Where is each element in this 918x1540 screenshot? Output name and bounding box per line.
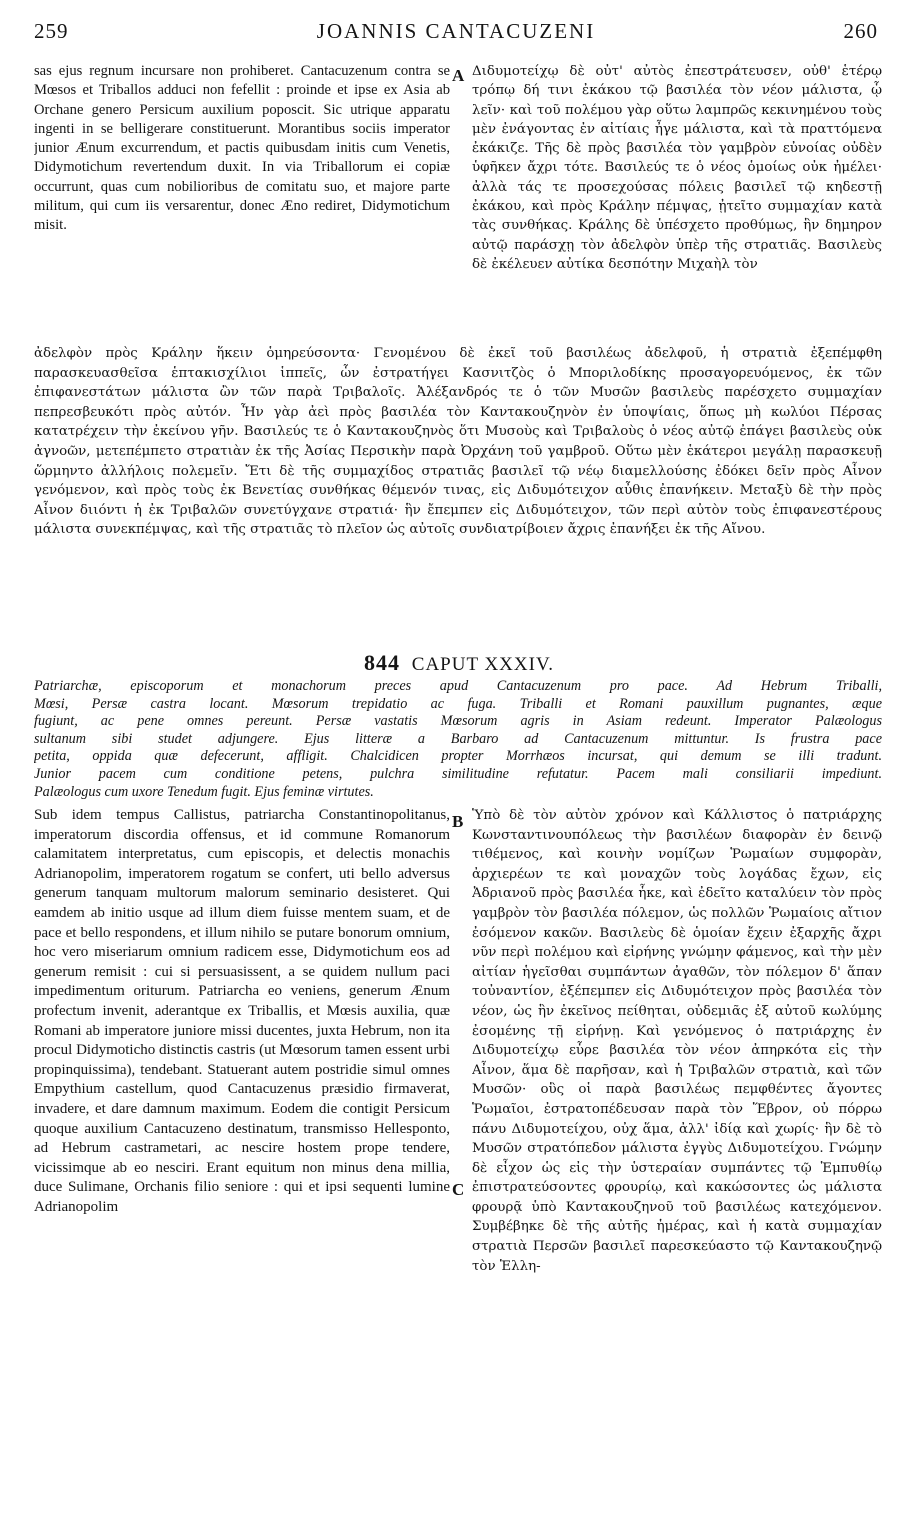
left-page-number: 259 bbox=[34, 18, 69, 43]
summary-line: fugiunt, ac pene omnes pereunt. Persæ vastatis Mœsorum agris in Asiam redeunt. Imperator Palæologus bbox=[34, 713, 882, 730]
right-page-number: 260 bbox=[843, 18, 878, 43]
chapter-heading bbox=[0, 650, 918, 676]
section-marker-c: C bbox=[452, 1180, 465, 1199]
summary-line: Junior pacem cum conditione petens, pulchra similitudine refutatur. Pacem mali consiliarii impediunt. bbox=[34, 765, 882, 782]
chapter-number: 844 bbox=[364, 650, 401, 675]
summary-line: petita, oppida quæ defecerunt, affligit. Chalcidicen propter Morrhæos incursat, qui demum se illi tradunt. bbox=[34, 748, 882, 765]
summary-line: Palæologus cum uxore Tenedum fugit. Ejus feminæ virtutes. bbox=[34, 783, 374, 800]
chapter-label: CAPUT XXXIV. bbox=[411, 654, 554, 675]
section-marker-a: A bbox=[452, 66, 465, 85]
greek-column-top: Διδυμοτείχῳ δὲ οὐτ' αὐτὸς ἐπεστράτευσεν, οὐθ' ἑτέρῳ τρόπῳ δή τινι ἐκάκου τῷ βασιλέα τὸν νέον μάλιστα, ᾧ λεῖν· καὶ τοῦ πολέμου γὰρ οὕτω λαμπρῶς κεκινημένου τοὺς μὲν ἐνάγοντας ἐν αἰτίαις ἦγε μάλιστα, καὶ τὰ πραττόμενα ἐκάκιζε. Τῆς δὲ πρὸς βασιλέα τὸν γαμβρὸν εὐνοίας οὐδὲν ὑφῆκεν ἄχρι τότε. Βασιλεύς τε ὁ νέος ὁμοίως οὐκ ἠμέλει· ἀλλὰ τάς τε προσεχούσας πόλεις βασιλεῖ τῷ κηδεστῇ ἐκάκου, καὶ πρὸς Κράλην πέμψας, ᾐτεῖτο συμμαχίαν κατὰ τὰς συνθήκας. Κράλης δὲ ὑπέσχετο προθύμως, ἣν δημηρον αὐτῷ παράσχῃ τὸν ἀδελφὸν ὑπὲρ τῆς στρατιᾶς. Βασιλεὺς δὲ ἐκέλευεν αὐτίκα δεσπότην Μιχαὴλ τὸν bbox=[472, 64, 882, 272]
summary-line: Patriarchæ, episcoporum et monachorum preces apud Cantacuzenum pro pace. Ad Hebrum Triballi, bbox=[34, 678, 882, 694]
greek-column-bottom: Ὑπὸ δὲ τὸν αὐτὸν χρόνον καὶ Κάλλιστος ὁ πατριάρχης Κωνσταντινουπόλεως τὴν βασιλέων διαφορὰν ἐν δεινῷ τιθέμενος, καὶ κοινὴν νομίζων Ῥωμαίων συμφορὰν, ἀρχιερέων τε καὶ μοναχῶν τοὺς λογάδας ἔχων, εἰς Ἀδριανοῦ πρὸς βασιλέα ἧκε, καὶ ἐδεῖτο καταλύειν τὸν πρὸς γαμβρὸν τὸν βασιλέα πόλεμον, ὡς πολλῶν Ῥωμαίοις αἴτιον ἐσόμενον κακῶν. Βασιλεὺς δὲ ὁμοίαν ἔχειν ἐξαρχῆς ἄχρι νῦν περὶ πολέμου καὶ εἰρήνης γνώμην φάμενος, καὶ τὴν μὲν αἰτίαν ἡγεῖσθαι συμπάντων ἀγαθῶν, τὸν πόλεμον δ' ἅπαν τοὐναντίον, ἐξέπεμπεν εἰς Διδυμότειχον πρὸς βασιλέα τὸν νέον, ὡς ἣν ἐκεῖνος πείθηται, οὐδεμιᾶς ἐξ αὐτοῦ κωλύμης ἐσομένης τῇ εἰρήνῃ. Καὶ γενόμενος ὁ πατριάρχης ἐν Διδυμοτείχῳ εὗρε βασιλέα τὸν νέον ἀπηρκότα εἰς τὴν Αἶνον, ἅμα δὲ παρῆσαν, καὶ ἡ Τριβαλῶν στρατιὰ, καὶ τῶν Μυσῶν· οὓς οἱ παρὰ βασιλέως πεμφθέντες ἄγοντες Ῥωμαῖοι, ἐστρατοπέδευσαν παρὰ τὸν Ἕβρον, οὐ πόρρω πάνυ Διδυμοτείχου, οὐχ ἅμα, ἀλλ' ἰδίᾳ καὶ χωρίς· ἣν δὲ τὸ Μυσῶν στρατόπεδον μάλιστα ἐγγὺς Διδυμοτείχου. Γνώμην δὲ εἶχον ὡς εἰς τὴν ὑστεραίαν συμπάντες τῷ Ἐμπυθίῳ ἐπιστρατεύσοντες φρουρίῳ, καὶ κακώσοντες ὡς μάλιστα φρουρᾷ ὑπὸ Καντακουζηνοῦ τοῦ βασιλέως κατεχόμενον. Συμβέβηκε δὲ τῆς αὐτῆς ἡμέρας, καὶ ἡ κατὰ συμμαχίαν στρατιὰ Περσῶν βασιλεῖ παρεσκεύαστο τῷ Καντακουζηνῷ τὸν Ἑλλη- bbox=[472, 808, 882, 1274]
summary-line: sultanum sibi studet adjungere. Ejus litteræ a Barbaro ad Cantacuzenum mittuntur. Is frustra pace bbox=[34, 730, 882, 747]
chapter-summary bbox=[34, 678, 882, 801]
summary-line: Mœsi, Persæ castra locant. Mœsorum trepidatio ac fuga. Triballi et Romani pauxillum pugnantes, æque bbox=[34, 695, 882, 712]
running-title: JOANNIS CANTACUZENI bbox=[316, 18, 596, 43]
latin-column-top: sas ejus regnum incursare non prohiberet. Cantacuzenum contra se Mœsos et Triballos adduci non fefellit : proinde et ipse ex Asia ab Orchane genero Persicum auxilium poposcit. Sic utrique apparatu ingenti in se belligerare constituerunt. Morantibus sociis imperator junior Ænum excurrendum, et pactis quibusdam initis cum Venetis, Didymotichum revertendum duxit. In via Triballorum ei copiæ occurrunt, quas cum nobilioribus de comitatu suo, et majore parte militum, qui cum iis versarentur, donec Æno rediret, Didymotichum misit. bbox=[34, 63, 450, 234]
latin-column-bottom: Sub idem tempus Callistus, patriarcha Constantinopolitanus, imperatorum discordia offensus, et id commune Romanorum calamitatem interpretatus, cum episcopis, et delectis monachis Adrianopolim, imperatorem rogatum se confert, uti bello adversus generum tanquam multorum malorum seminario desisteret. Qui eamdem ab initio usque ad illum diem fuisse mentem suam, et de pace et bello respondens, et illum nihilo se putare bonorum omnium, hoc vero miseriarum omnium radicem esse, Didymotichum eos ad generum remisit : cui si persuasissent, a se quidem nullum paci impedimentum oriturum. Patriarcha eo veniens, generum Ænum profectum invenit, aderantque ex Triballis, et Mœsis auxilia, quæ Romani ab imperatore juniore missi ducentes, juxta Hebrum, non ita procul Didymoticho distinctis castris (ut Mœsorum tamen essent urbi propinquissima), tendebant. Statuerant autem postridie simul omnes Empythium castellum, quod Cantacuzenus præsidio firmaverat, invadere, et dare damnum maximum. Eodem die contigit Persicum quoque auxilium Cantacuzeno destinatum, transmisso Hellesponto, ad Hebrum castrametari, ac nescire hostem prope tendere, vicissimque ab eo nesciri. Erant equitum non minus dena millia, duce Sulimane, Orchanis filio seniore : qui et ipsi sequenti lumine Adrianopolim bbox=[34, 807, 450, 1215]
greek-wide-paragraph: ἀδελφὸν πρὸς Κράλην ἥκειν ὁμηρεύσοντα· Γενομένου δὲ ἐκεῖ τοῦ βασιλέως ἀδελφοῦ, ἡ στρατιὰ ἐξεπέμφθη παρασκευασθεῖσα ἑπτακισχίλιοι ἱππεῖς, ὧν ἐστρατήγει Κασνιτζὸς ὁ Μποριλοδίκης προσαγορευόμενος, ἐκ τῶν ἐπιφανεστάτων μάλιστα ὢν τῶν παρὰ Τριβαλοῖς. Ἀλέξανδρός τε ὁ τῶν Μυσῶν βασιλεὺς παρέσχετο συμμαχίαν πεπρεσβευκότι πρὸς αὐτόν. Ἦν γὰρ ἀεὶ πρὸς βασιλέα τὸν Καντακουζηνὸν ἐν ὑποψίαις, ὅπως μὴ κωλύοι Πέρσας κατατρέχειν τὴν ἐκείνου γῆν. Βασιλεύς τε ὁ Καντακουζηνὸς ὅτι Μυσοὺς καὶ Τριβαλοὺς ὁ νέος αὐτῷ ἐπάγει βασιλεὺς οὐκ ἀγνοῶν, μετεπέμπετο στρατιὰν ἐκ τῆς Ἀσίας Περσικὴν παρὰ Ὀρχάνη τοῦ γαμβροῦ. Οὕτω μὲν ἑκάτεροι μεγάλῃ παρασκευῇ ὥρμηντο ἀλλήλοις πολεμεῖν. Ἔτι δὲ τῆς συμμαχίδος στρατιᾶς βασιλεῖ τῷ νέῳ διαμελλούσης ἐδόκει δεῖν πρὸς Αἶνον γενόμενον, καὶ πρὸς τοὺς ἐκ Βενετίας συνθήκας θέμενόν τινας, εἰς Διδυμότειχον αὖθις ἐπανήκειν. Μεταξὺ δὲ τὴν πρὸς Αἶνον διιόντι ἡ ἐκ Τριβαλῶν συνετύγχανε στρατιά· ἣν ἔπεμπεν εἰς Διδυμότειχον, τῶν περὶ αὐτὸν τοὺς ἐπιφανεστέρους μάλιστα συνεκπέμψας, καὶ τῆς στρατιᾶς τὸ πλεῖον ὡς αὐτοῖς συνδιατρίβοιεν ἄχρις ἐπανήξει ἐκ τῆς Αἴνου. bbox=[34, 346, 882, 538]
running-header bbox=[34, 16, 878, 46]
section-marker-b: B bbox=[452, 812, 464, 831]
